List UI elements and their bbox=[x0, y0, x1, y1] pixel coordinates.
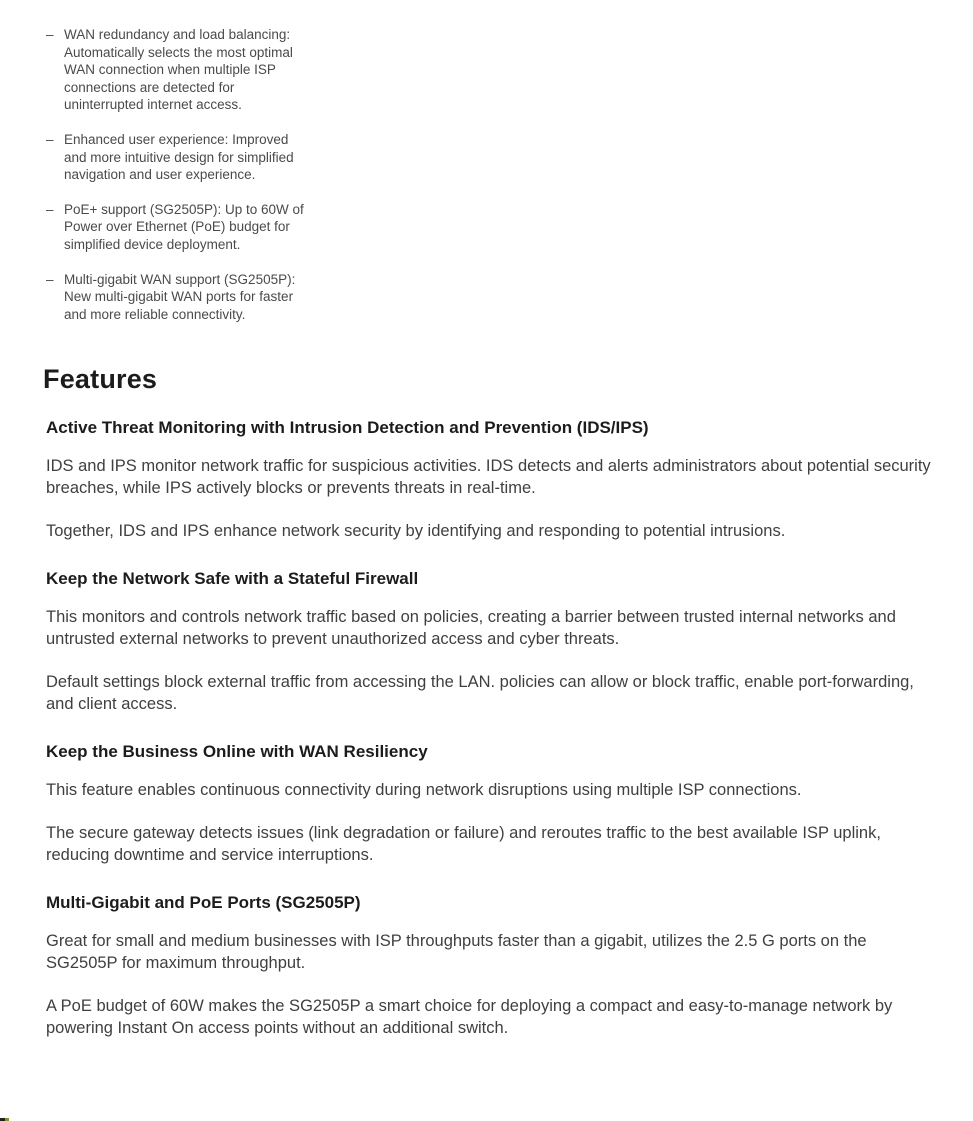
body-paragraph: Together, IDS and IPS enhance network security by identifying and responding to potential intrusions. bbox=[46, 522, 786, 541]
feature-subsection-multi-gigabit-poe bbox=[46, 892, 940, 1039]
subsection-heading: Keep the Business Online with WAN Resiliency bbox=[46, 742, 428, 762]
bullet-dash: – bbox=[46, 27, 54, 42]
body-paragraph: A PoE budget of 60W makes the SG2505P a smart choice for deploying a compact and easy-to-manage network by powering Instant On access points without an additional switch. bbox=[46, 997, 893, 1038]
body-paragraph: The secure gateway detects issues (link degradation or failure) and reroutes traffic to the best available ISP uplink, reducing downtime and service interruptions. bbox=[46, 824, 881, 865]
list-item-text: Multi-gigabit WAN support (SG2505P): New multi-gigabit WAN ports for faster and more reliable connectivity. bbox=[64, 271, 296, 322]
feature-subsection-ids-ips bbox=[46, 417, 940, 542]
body-paragraph: IDS and IPS monitor network traffic for suspicious activities. IDS detects and alerts administrators about potential security breaches, while IPS actively blocks or prevents threats in real-time. bbox=[46, 457, 931, 498]
body-paragraph: This monitors and controls network traffic based on policies, creating a barrier between trusted internal networks and untrusted external networks to prevent unauthorized access and cyber threats. bbox=[46, 608, 896, 649]
subsection-heading: Keep the Network Safe with a Stateful Firewall bbox=[46, 569, 419, 589]
list-item-text: PoE+ support (SG2505P): Up to 60W of Power over Ethernet (PoE) budget for simplified device deployment. bbox=[64, 201, 304, 252]
list-item bbox=[46, 26, 308, 114]
list-item bbox=[46, 131, 308, 184]
body-paragraph: Great for small and medium businesses with ISP throughputs faster than a gigabit, utilizes the 2.5 G ports on the SG2505P for maximum throughput. bbox=[46, 932, 867, 973]
features-section-title: Features bbox=[43, 364, 158, 395]
feature-subsection-stateful-firewall bbox=[46, 568, 940, 715]
feature-subsection-wan-resiliency bbox=[46, 741, 940, 866]
feature-bullet-list bbox=[46, 26, 308, 323]
list-item-text: Enhanced user experience: Improved and more intuitive design for simplified navigation and user experience. bbox=[64, 131, 294, 183]
bullet-dash: – bbox=[46, 131, 54, 147]
body-paragraph: This feature enables continuous connectivity during network disruptions using multiple ISP connections. bbox=[46, 781, 802, 800]
bullet-dash: – bbox=[46, 271, 54, 287]
body-paragraph: Default settings block external traffic from accessing the LAN. policies can allow or block traffic, enable port-forwarding, and client access. bbox=[46, 673, 914, 714]
list-item bbox=[46, 271, 308, 324]
bullet-dash: – bbox=[46, 201, 54, 217]
subsection-heading: Active Threat Monitoring with Intrusion Detection and Prevention (IDS/IPS) bbox=[46, 418, 649, 438]
list-item bbox=[46, 201, 308, 254]
list-item-text: WAN redundancy and load balancing: Automatically selects the most optimal WAN connection when multiple ISP connections are detected for uninterrupted internet access. bbox=[64, 27, 293, 113]
subsection-heading: Multi-Gigabit and PoE Ports (SG2505P) bbox=[46, 893, 361, 913]
